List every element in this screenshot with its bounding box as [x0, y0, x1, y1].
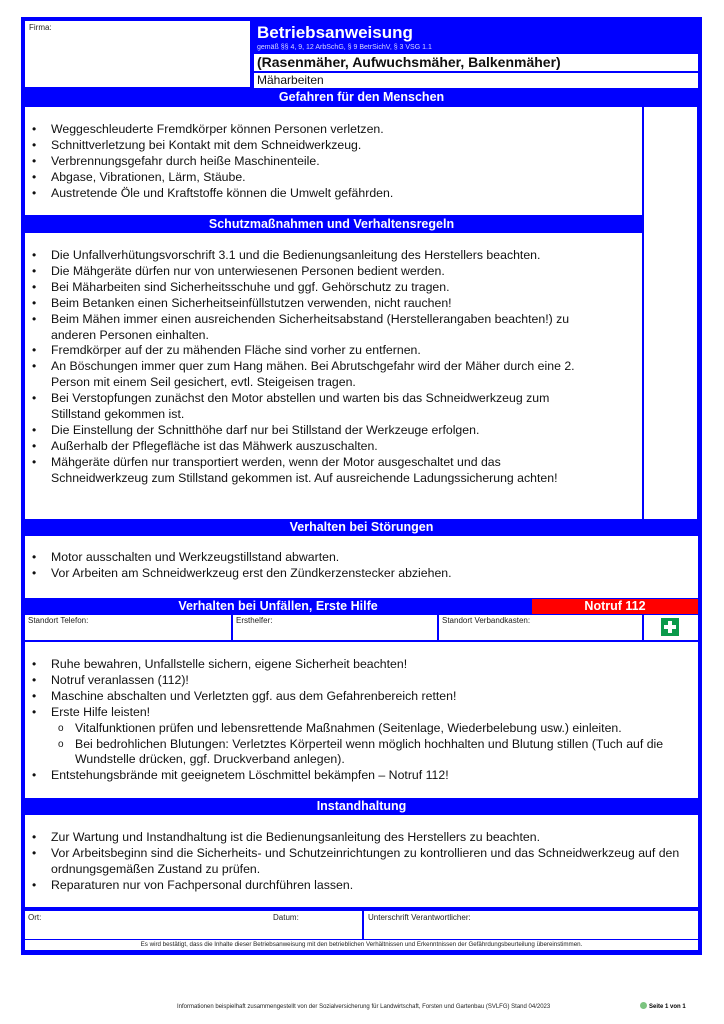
maintenance-list	[25, 830, 690, 894]
confirmation-text: Es wird bestätigt, dass die Inhalte dieser Betriebsanweisung mit den betrieblichen Verhältnissen und Erkenntnissen der Gefährdungsbeurteilung übereinstimmen.	[140, 941, 583, 948]
kit-location-field[interactable]	[439, 615, 642, 640]
phone-location-label: Standort Telefon:	[28, 616, 89, 625]
source-note: Informationen beispielhaft zusammengestellt von der Sozialversicherung für Landwirtschaft, Forsten und Gartenbau (SVLFG) Stand 04/2023	[177, 1004, 551, 1010]
malfunction-item: • Motor ausschalten und Werkzeugstillstand abwarten.	[25, 550, 452, 566]
protection-item: • Mähgeräte dürfen nur transportiert werden, wenn der Motor ausgeschaltet und das Schneidwerkzeug zum Stillstand gekommen ist. Auf ausreichende Ladungssicherung achten!	[25, 455, 595, 487]
malfunctions-section	[25, 536, 698, 598]
page-number: Seite 1 von 1	[649, 1004, 686, 1010]
maintenance-item: • Vor Arbeitsbeginn sind die Sicherheits- und Schutzeinrichtungen zu kontrollieren und das Schneidwerkzeug auf den ordnungsgemäßen Zustand zu prüfen.	[25, 846, 690, 878]
hazard-item: • Abgase, Vibrationen, Lärm, Stäube.	[25, 170, 393, 186]
first-aid-fire-item: • Entstehungsbrände mit geeignetem Löschmittel bekämpfen – Notruf 112!	[25, 768, 690, 784]
protection-item: • Die Mähgeräte dürfen nur von unterwiesenen Personen bedient werden.	[25, 264, 595, 280]
place-label: Ort:	[28, 913, 42, 922]
first-aid-item: • Erste Hilfe leisten!	[25, 705, 690, 721]
hazards-section	[25, 107, 642, 215]
protection-item: • Außerhalb der Pflegefläche ist das Mähwerk auszuschalten.	[25, 439, 595, 455]
first-aid-item: • Ruhe bewahren, Unfallstelle sichern, eigene Sicherheit beachten!	[25, 657, 690, 673]
malfunctions-list	[25, 550, 452, 582]
document-title: Betriebsanweisung	[257, 23, 413, 42]
first-aid-subitem: o Vitalfunktionen prüfen und lebensrettende Maßnahmen (Seitenlage, Wiederbelebung usw.) einleiten.	[49, 721, 690, 737]
svlfg-logo-icon	[640, 1002, 647, 1009]
section-header-malfunctions: Verhalten bei Störungen	[289, 520, 434, 534]
hazard-item: • Austretende Öle und Kraftstoffe können die Umwelt gefährden.	[25, 186, 393, 202]
hazard-item: • Weggeschleuderte Fremdkörper können Personen verletzen.	[25, 122, 393, 138]
malfunction-item: • Vor Arbeiten am Schneidwerkzeug erst den Zündkerzenstecker abziehen.	[25, 566, 452, 582]
first-aider-label: Ersthelfer:	[236, 616, 273, 625]
legal-basis: gemäß §§ 4, 9, 12 ArbSchG, § 9 BetrSichV, § 3 VSG 1.1	[257, 44, 432, 51]
first-aider-field[interactable]	[233, 615, 437, 640]
first-aid-item: • Notruf veranlassen (112)!	[25, 673, 690, 689]
company-label: Firma:	[29, 23, 52, 32]
protection-item: • Bei Mäharbeiten sind Sicherheitsschuhe und ggf. Gehörschutz zu tragen.	[25, 280, 595, 296]
section-header-first-aid: Verhalten bei Unfällen, Erste Hilfe	[178, 599, 378, 613]
place-date-field[interactable]	[25, 911, 362, 939]
section-header-maintenance: Instandhaltung	[316, 799, 407, 813]
first-aid-symbol-cell	[644, 615, 698, 640]
section-header-protection: Schutzmaßnahmen und Verhaltensregeln	[208, 217, 455, 231]
instruction-sheet	[21, 17, 702, 955]
hazard-item: • Verbrennungsgefahr durch heiße Maschinenteile.	[25, 154, 393, 170]
hazard-item: • Schnittverletzung bei Kontakt mit dem Schneidwerkzeug.	[25, 138, 393, 154]
company-field[interactable]	[25, 21, 250, 87]
signature-label: Unterschrift Verantwortlicher:	[368, 913, 471, 922]
first-aid-cross-icon	[661, 618, 679, 636]
protection-item: • Die Unfallverhütungsvorschrift 3.1 und die Bedienungsanleitung des Herstellers beachten.	[25, 248, 595, 264]
protection-item: • Fremdkörper auf der zu mähenden Fläche sind vorher zu entfernen.	[25, 343, 595, 359]
first-aid-final-list	[25, 768, 690, 784]
first-aid-section	[25, 642, 698, 798]
first-aid-sublist	[49, 721, 690, 769]
protection-item: • Bei Verstopfungen zunächst den Motor abstellen und warten bis das Schneidwerkzeug zum Stillstand gekommen ist.	[25, 391, 595, 423]
protection-item: • Die Einstellung der Schnitthöhe darf nur bei Stillstand der Werkzeuge erfolgen.	[25, 423, 595, 439]
protection-item: • Beim Betanken einen Sicherheitseinfüllstutzen verwenden, nicht rauchen!	[25, 296, 595, 312]
first-aid-item: • Maschine abschalten und Verletzten ggf. aus dem Gefahrenbereich retten!	[25, 689, 690, 705]
equipment-title: (Rasenmäher, Aufwuchsmäher, Balkenmäher)	[254, 54, 698, 71]
protection-section	[25, 233, 642, 519]
maintenance-item: • Reparaturen nur von Fachpersonal durchführen lassen.	[25, 878, 690, 894]
activity-field: Mäharbeiten	[254, 73, 698, 88]
pictogram-column	[644, 107, 697, 519]
first-aid-subitem: o Bei bedrohlichen Blutungen: Verletztes Körperteil wenn möglich hochhalten und Blutung stillen (Tuch auf die Wundstelle drücken, ggf. Druckverband anlegen).	[49, 737, 690, 769]
protection-item: • An Böschungen immer quer zum Hang mähen. Bei Abrutschgefahr wird der Mäher durch eine 2. Person mit einem Seil gesichert, evtl. Steigeisen tragen.	[25, 359, 595, 391]
phone-location-field[interactable]	[25, 615, 231, 640]
emergency-number-badge: Notruf 112	[532, 599, 698, 614]
kit-location-label: Standort Verbandkasten:	[442, 616, 531, 625]
confirmation-row	[25, 940, 698, 950]
protection-item: • Beim Mähen immer einen ausreichenden Sicherheitsabstand (Herstellerangaben beachten!) zu anderen Personen einhalten.	[25, 312, 595, 344]
hazards-list	[25, 122, 393, 202]
first-aid-list	[25, 657, 690, 721]
date-label: Datum:	[273, 913, 299, 922]
section-header-hazards: Gefahren für den Menschen	[278, 90, 445, 104]
maintenance-section	[25, 815, 698, 907]
signature-field[interactable]	[364, 911, 698, 939]
protection-list	[25, 248, 595, 487]
maintenance-item: • Zur Wartung und Instandhaltung ist die Bedienungsanleitung des Herstellers zu beachten.	[25, 830, 690, 846]
